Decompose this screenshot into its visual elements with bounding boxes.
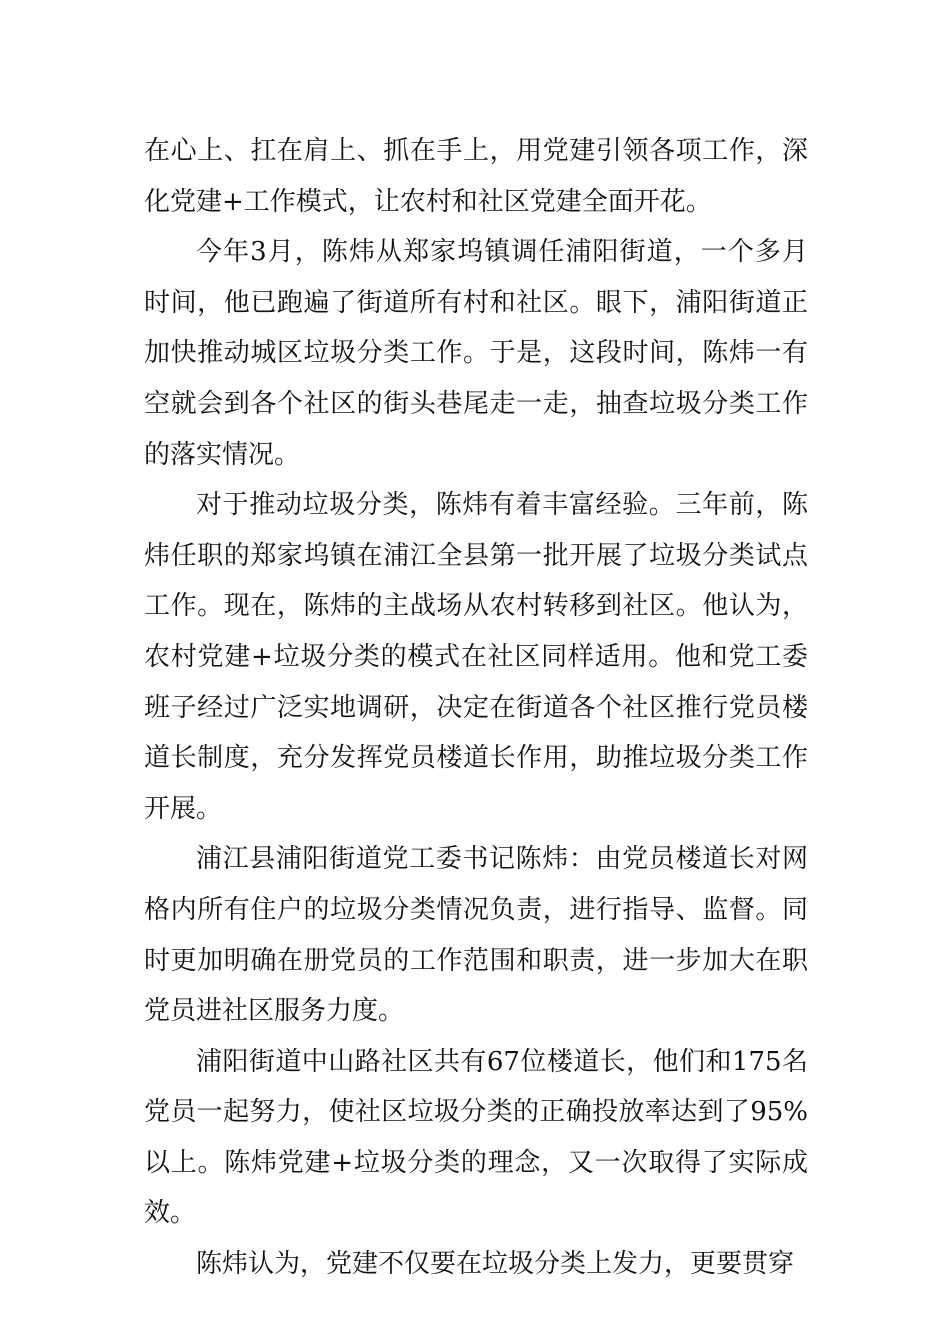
paragraph: 陈炜认为，党建不仅要在垃圾分类上发力，更要贯穿: [196, 1249, 795, 1280]
body-text: [144, 126, 808, 1290]
paragraph: 对于推动垃圾分类，陈炜有着丰富经验。三年前，陈炜任职的郑家坞镇在浦江全县第一批开展了垃圾分类试点工作。现在，陈炜的主战场从农村转移到社区。他认为，农村党建+垃圾分类的模式在社区同样适用。他和党工委班子经过广泛实地调研，决定在街道各个社区推行党员楼道长制度，充分发挥党员楼道长作用，助推垃圾分类工作开展。: [144, 490, 808, 824]
paragraph-continuation: 在心上、扛在肩上、抓在手上，用党建引领各项工作，深化党建+工作模式，让农村和社区党建全面开花。: [144, 136, 808, 217]
paragraph: 浦阳街道中山路社区共有67位楼道长，他们和175名党员一起努力，使社区垃圾分类的正确投放率达到了95%以上。陈炜党建+垃圾分类的理念，又一次取得了实际成效。: [144, 1046, 808, 1229]
paragraph: 今年3月，陈炜从郑家坞镇调任浦阳街道，一个多月时间，他已跑遍了街道所有村和社区。眼下，浦阳街道正加快推动城区垃圾分类工作。于是，这段时间，陈炜一有空就会到各个社区的街头巷尾走一走，抽查垃圾分类工作的落实情况。: [144, 237, 808, 470]
paragraph: 浦江县浦阳街道党工委书记陈炜：由党员楼道长对网格内所有住户的垃圾分类情况负责，进行指导、监督。同时更加明确在册党员的工作范围和职责，进一步加大在职党员进社区服务力度。: [144, 844, 808, 1027]
